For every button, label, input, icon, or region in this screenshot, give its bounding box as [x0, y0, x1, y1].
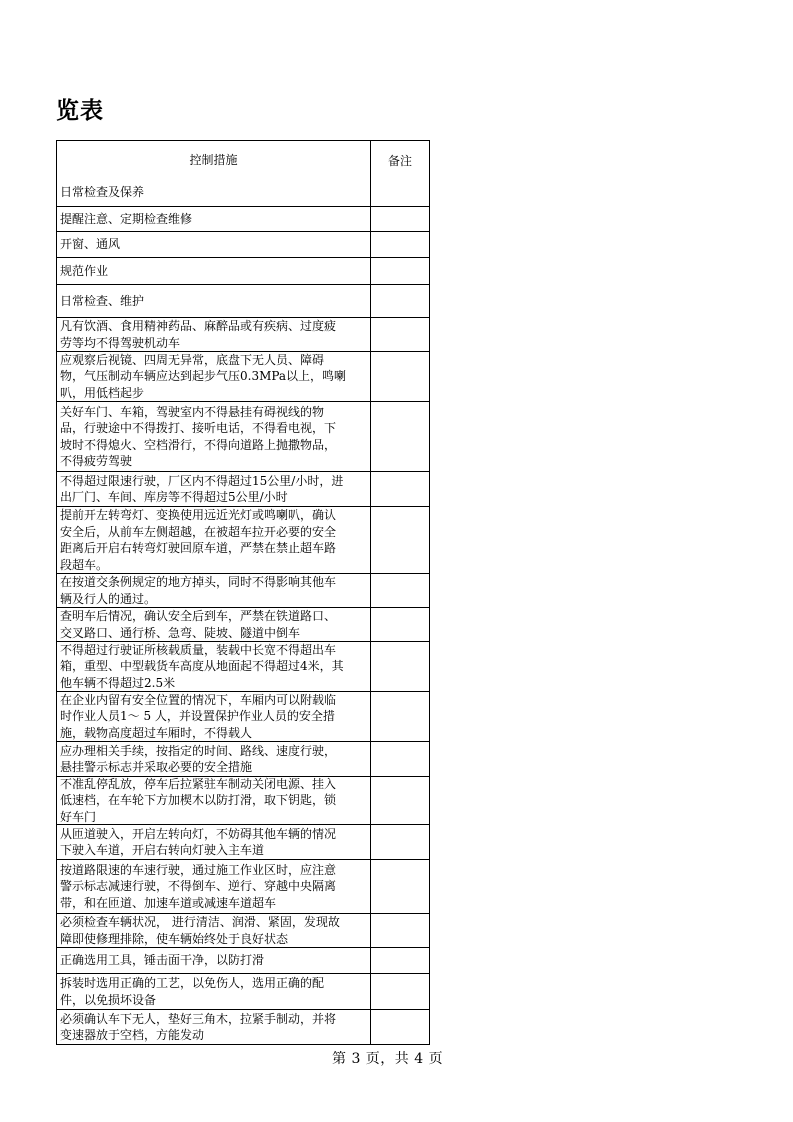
control-measure-cell [57, 472, 371, 506]
measure-text-line: 坡时不得熄火、空档滑行，不得向道路上抛撒物品， [60, 437, 337, 452]
measure-text-line: 带，和在匝道、加速车道或减速车道超车 [60, 895, 277, 910]
measure-text-line: 施，载物高度超过车厢时，不得载人 [60, 725, 253, 740]
measure-text-line: 变速器放于空档，方能发动 [60, 1028, 205, 1042]
measure-text-line: 拆装时选用正确的工艺，以免伤人，选用正确的配 [60, 976, 325, 990]
control-measure-cell [57, 860, 371, 913]
remark-cell [371, 258, 429, 284]
measure-text-line: 规范作业 [60, 263, 109, 278]
control-measure-cell [57, 574, 371, 607]
table-row [57, 573, 429, 607]
measure-text-line: 日常检查、维护 [60, 293, 145, 308]
remark-cell [371, 948, 429, 973]
table-row [57, 179, 429, 206]
control-measures-table [56, 140, 430, 1045]
table-row [57, 741, 429, 776]
remark-cell [371, 207, 429, 231]
control-measure-cell [57, 777, 371, 824]
measure-text-line: 按道路限速的车速行驶，通过施工作业区时，应注意 [60, 862, 337, 877]
table-row [57, 641, 429, 691]
measure-text-line: 距离后开启右转弯灯驶回原车道，严禁在禁止超车路 [60, 541, 337, 555]
measure-text-line: 警示标志减速行驶，不得倒车、逆行、穿越中央隔离 [60, 879, 337, 894]
measure-text-line: 开窗、通风 [60, 237, 121, 252]
remark-cell [371, 402, 429, 471]
remark-cell [371, 1010, 429, 1044]
remark-cell [371, 318, 429, 351]
measure-text-line: 时作业人员1～ 5 人，并设置保护作业人员的安全措 [60, 709, 335, 724]
table-row [57, 206, 429, 231]
table-row [57, 351, 429, 401]
control-measure-cell [57, 974, 371, 1009]
table-row [57, 607, 429, 641]
header-control-measures: 控制措施 [57, 141, 371, 179]
measure-text-line: 应观察后视镜、四周无异常，底盘下无人员、障碍 [60, 352, 325, 367]
measure-text-line: 应办理相关手续，按指定的时间、路线、速度行驶， [60, 743, 337, 758]
measure-text-line: 品，行驶途中不得拨打、接听电话，不得看电视，下 [60, 421, 337, 435]
remark-cell [371, 232, 429, 257]
measure-text-line: 段超车。 [60, 557, 109, 572]
measure-text-line: 不得疲劳驾驶 [60, 454, 133, 468]
table-row [57, 859, 429, 913]
remark-cell [371, 352, 429, 401]
measure-text-line: 交叉路口、通行桥、急弯、陡坡、隧道中倒车 [60, 625, 301, 640]
control-measure-cell [57, 914, 371, 947]
measure-text-line: 提前开左转弯灯、变换使用远近光灯或鸣喇叭，确认 [60, 508, 337, 522]
remark-cell [371, 608, 429, 641]
table-row [57, 471, 429, 506]
measure-text-line: 障即使修理排除，使车辆始终处于良好状态 [60, 931, 289, 946]
measure-text-line: 不准乱停乱放，停车后拉紧驻车制动关闭电源、挂入 [60, 777, 337, 791]
measure-text-line: 在企业内留有安全位置的情况下，车厢内可以附载临 [60, 692, 337, 707]
measure-text-line: 必须确认车下无人，垫好三角木，拉紧手制动，并将 [60, 1011, 337, 1026]
control-measure-cell [57, 608, 371, 641]
measure-text-line: 日常检查及保养 [60, 185, 145, 200]
measure-text-line: 他车辆不得超过2.5米 [60, 675, 176, 690]
page-number: 第 3 页，共 4 页 [332, 1051, 444, 1067]
control-measure-cell [57, 207, 371, 231]
page-title: 览表 [56, 98, 104, 124]
measure-text-line: 安全后，从前车左侧超越，在被超车拉开必要的安全 [60, 524, 337, 539]
remark-cell [371, 692, 429, 741]
measure-text-line: 物，气压制动车辆应达到起步气压0.3MPa以上，鸣喇 [60, 369, 347, 384]
control-measure-cell [57, 179, 371, 206]
control-measure-cell [57, 507, 371, 573]
table-row [57, 317, 429, 351]
table-row [57, 691, 429, 741]
measure-text-line: 好车门 [60, 809, 97, 824]
remark-cell [371, 642, 429, 691]
table-row [57, 506, 429, 573]
measure-text-line: 出厂门、车间、库房等不得超过5公里/小时 [60, 490, 288, 504]
measure-text-line: 箱，重型、中型载货车高度从地面起不得超过4米，其 [60, 659, 344, 674]
measure-text-line: 从匝道驶入，开启左转向灯，不妨碍其他车辆的情况 [60, 826, 337, 841]
table-row [57, 824, 429, 859]
measure-text-line: 关好车门、车箱，驾驶室内不得悬挂有碍视线的物 [60, 404, 325, 419]
header-remarks: 备注 [387, 153, 412, 168]
control-measure-cell [57, 692, 371, 741]
control-measure-cell [57, 402, 371, 471]
remark-cell [371, 742, 429, 776]
control-measure-cell [57, 232, 371, 257]
remark-cell [371, 179, 429, 206]
measure-text-line: 查明车后情况，确认安全后到车，严禁在铁道路口、 [60, 609, 337, 623]
remark-cell [371, 777, 429, 824]
remark-cell [371, 574, 429, 607]
measure-text-line: 劳等均不得驾驶机动车 [60, 335, 181, 350]
control-measure-cell [57, 642, 371, 691]
control-measure-cell [57, 285, 371, 317]
control-measure-cell [57, 258, 371, 284]
remark-cell [371, 860, 429, 913]
control-measure-cell [57, 825, 371, 859]
measure-text-line: 凡有饮酒、食用精神药品、麻醉品或有疾病、过度疲 [60, 319, 337, 333]
table-row [57, 1009, 429, 1044]
table-row [57, 231, 429, 257]
measure-text-line: 件，以免损坏设备 [60, 992, 157, 1007]
remark-cell [371, 507, 429, 573]
remark-cell [371, 285, 429, 317]
control-measure-cell [57, 1010, 371, 1044]
table-row [57, 401, 429, 471]
measure-text-line: 在按道交条例规定的地方掉头，同时不得影响其他车 [60, 575, 337, 589]
control-measure-cell [57, 742, 371, 776]
control-measure-cell [57, 948, 371, 973]
measure-text-line: 提醒注意、定期检查维修 [60, 211, 193, 226]
measure-text-line: 不得超过限速行驶，厂区内不得超过15公里/小时，进 [60, 473, 344, 488]
table-row [57, 913, 429, 947]
remark-cell [371, 974, 429, 1009]
table-row [57, 284, 429, 317]
control-measure-cell [57, 318, 371, 351]
table-row [57, 257, 429, 284]
measure-text-line: 低速档，在车轮下方加楔木以防打滑，取下钥匙，锁 [60, 793, 337, 808]
measure-text-line: 悬挂警示标志并采取必要的安全措施 [60, 760, 253, 774]
measure-text-line: 辆及行人的通过。 [60, 591, 157, 606]
remark-cell [371, 472, 429, 506]
measure-text-line: 不得超过行驶证所核载质量，装载中长宽不得超出车 [60, 642, 337, 657]
control-measure-cell [57, 352, 371, 401]
measure-text-line: 正确选用工具，锤击面干净，以防打滑 [60, 953, 265, 968]
remark-cell [371, 825, 429, 859]
measure-text-line: 下驶入车道，开启右转向灯驶入主车道 [60, 843, 265, 857]
measure-text-line: 必须检查车辆状况， 进行清洁、润滑、紧固，发现故 [60, 915, 340, 929]
table-header-row [57, 141, 429, 179]
table-row [57, 973, 429, 1009]
measure-text-line: 叭，用低档起步 [60, 385, 145, 400]
remark-cell [371, 914, 429, 947]
table-row [57, 947, 429, 973]
table-row [57, 776, 429, 824]
